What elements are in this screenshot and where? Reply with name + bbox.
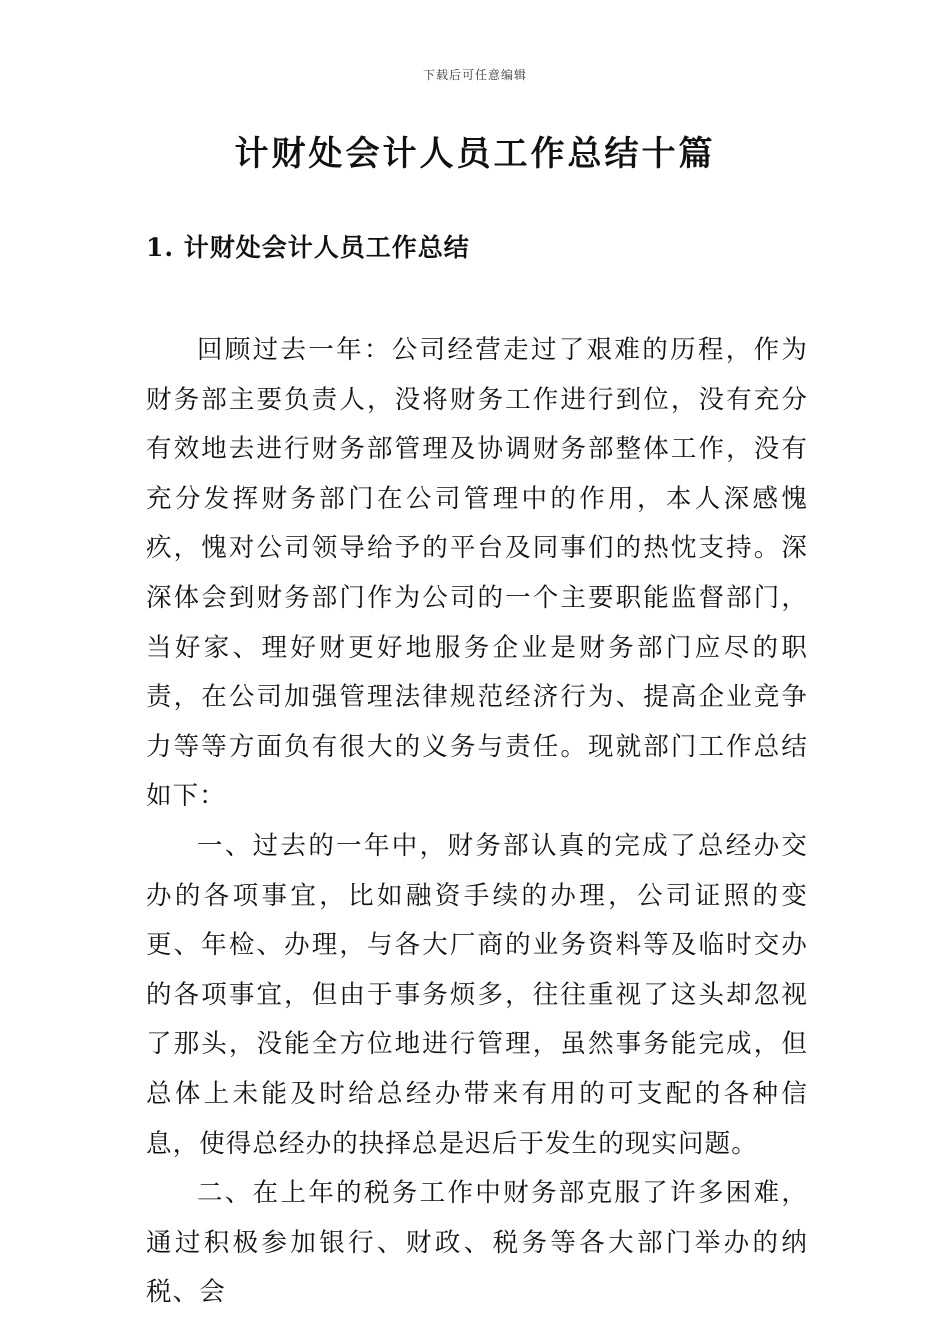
- paragraph-point-one: 一、过去的一年中，财务部认真的完成了总经办交办的各项事宜，比如融资手续的办理，公司证照的变更、年检、办理，与各大厂商的业务资料等及临时交办的各项事宜，但由于事务烦多，往往重视了这头却忽视了那头，没能全方位地进行管理，虽然事务能完成，但总体上未能及时给总经办带来有用的可支配的各种信息，使得总经办的抉择总是迟后于发生的现实问题。: [146, 830, 808, 1159]
- body-text: [146, 326, 808, 1318]
- paragraph-point-two: 二、在上年的税务工作中财务部克服了许多困难，通过积极参加银行、财政、税务等各大部门举办的纳税、会: [146, 1178, 808, 1308]
- document-title: 计财处会计人员工作总结十篇: [234, 134, 716, 174]
- section-heading: 1. 计财处会计人员工作总结: [146, 233, 470, 262]
- header-note: 下载后可任意编辑: [422, 68, 527, 82]
- paragraph-review: 回顾过去一年：公司经营走过了艰难的历程，作为财务部主要负责人，没将财务工作进行到位，没有充分有效地去进行财务部管理及协调财务部整体工作，没有充分发挥财务部门在公司管理中的作用，本人深感愧疚，愧对公司领导给予的平台及同事们的热忱支持。深深体会到财务部门作为公司的一个主要职能监督部门，当好家、理好财更好地服务企业是财务部门应尽的职责，在公司加强管理法律规范经济行为、提高企业竞争力等等方面负有很大的义务与责任。现就部门工作总结如下：: [146, 335, 808, 812]
